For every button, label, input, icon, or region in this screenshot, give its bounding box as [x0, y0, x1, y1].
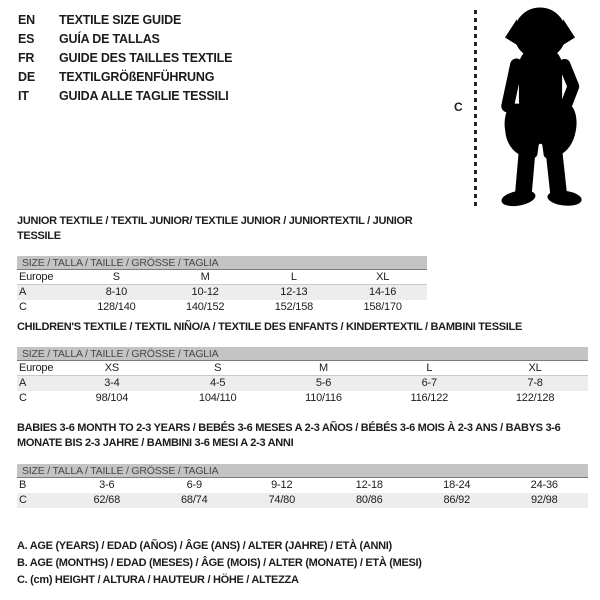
legend-line-c: C. (cm) HEIGHT / ALTURA / HAUTEUR / HÖHE / ALTEZZA [17, 574, 299, 586]
table-row [17, 300, 427, 315]
table-cell: 92/98 [530, 494, 558, 506]
table-cell: 152/158 [274, 301, 314, 313]
language-label: GUÍA DE TALLAS [59, 32, 160, 46]
table-cell: 62/68 [93, 494, 121, 506]
table-cell: 68/74 [180, 494, 208, 506]
table-cell: 9-12 [271, 479, 293, 491]
section-title: CHILDREN'S TEXTILE / TEXTIL NIÑO/A / TEXTILE DES ENFANTS / KINDERTEXTIL / BAMBINI TESSILE [17, 321, 522, 333]
row-label: C [19, 392, 27, 404]
language-row [18, 87, 232, 106]
language-code: ES [18, 32, 35, 46]
table-cell: 12-18 [355, 479, 383, 491]
table-cell: 104/110 [198, 392, 237, 404]
table-row [17, 285, 427, 300]
table-cell: S [214, 362, 222, 374]
table-cell: S [112, 271, 120, 283]
table-cell: 98/104 [95, 392, 129, 404]
size-table-junior [17, 270, 427, 315]
language-label: GUIDA ALLE TAGLIE TESSILI [59, 89, 229, 103]
language-code: DE [18, 70, 35, 84]
language-label: TEXTILGRÖßENFÜHRUNG [59, 70, 215, 84]
language-label: GUIDE DES TAILLES TEXTILE [59, 51, 233, 65]
table-row [17, 493, 588, 508]
table-cell: 122/128 [515, 392, 555, 404]
language-row [18, 30, 232, 49]
table-row [17, 270, 427, 285]
row-label: C [19, 301, 27, 313]
section-junior-textile [17, 214, 427, 315]
row-label: Europe [19, 271, 54, 283]
size-bar: SIZE / TALLA / TAILLE / GRÖSSE / TAGLIA [17, 256, 427, 270]
table-cell: 5-6 [315, 377, 332, 389]
table-row [17, 361, 588, 376]
row-label: C [19, 494, 27, 506]
table-cell: 86/92 [443, 494, 471, 506]
table-cell: 158/170 [363, 301, 402, 313]
language-list [18, 11, 232, 106]
table-cell: 110/116 [305, 392, 342, 404]
table-cell: 6-9 [186, 479, 202, 491]
language-row [18, 49, 232, 68]
table-cell: 3-6 [99, 479, 115, 491]
table-cell: 74/80 [268, 494, 296, 506]
legend-line-a: A. AGE (YEARS) / EDAD (AÑOS) / ÂGE (ANS) / ALTER (JAHRE) / ETÀ (ANNI) [17, 540, 392, 552]
table-cell: 18-24 [443, 479, 471, 491]
table-cell: XL [528, 362, 542, 374]
size-bar: SIZE / TALLA / TAILLE / GRÖSSE / TAGLIA [17, 464, 588, 478]
table-cell: 12-13 [280, 286, 308, 298]
measure-label-c: C [454, 100, 463, 114]
table-cell: XS [104, 362, 120, 374]
table-cell: 7-8 [527, 377, 543, 389]
row-label: A [19, 286, 27, 298]
table-cell: 4-5 [210, 377, 226, 389]
table-cell: 116/122 [410, 392, 449, 404]
language-code: FR [18, 51, 35, 65]
section-children-textile [17, 320, 588, 406]
size-table-children [17, 361, 588, 406]
table-row [17, 391, 588, 406]
language-code: EN [18, 13, 35, 27]
size-bar: SIZE / TALLA / TAILLE / GRÖSSE / TAGLIA [17, 347, 588, 361]
legend-line-b: B. AGE (MONTHS) / EDAD (MESES) / ÂGE (MOIS) / ALTER (MONATE) / ETÀ (MESI) [17, 557, 422, 569]
language-code: IT [18, 89, 29, 103]
language-row [18, 11, 232, 30]
language-row [18, 68, 232, 87]
table-cell: 14-16 [369, 286, 397, 298]
figure-height-measure [440, 0, 600, 218]
table-row [17, 478, 588, 493]
table-cell: L [290, 271, 297, 283]
table-cell: 80/86 [355, 494, 383, 506]
language-label: TEXTILE SIZE GUIDE [59, 13, 182, 27]
table-cell: 140/152 [185, 301, 225, 313]
baby-silhouette-icon [482, 6, 600, 210]
table-cell: 10-12 [191, 286, 219, 298]
table-cell: M [319, 362, 328, 374]
section-title: BABIES 3-6 MONTH TO 2-3 YEARS / BEBÉS 3-6 MESES A 2-3 AÑOS / BÉBÉS 3-6 MOIS À 2-3 ANS / BABYS 3-6 MONATE BIS 2-3 JAHRE / BAMBINI 3-6 MESI A 2-3 ANNI [17, 422, 561, 449]
table-cell: 3-4 [104, 377, 120, 389]
table-cell: 24-36 [530, 479, 558, 491]
table-cell: M [200, 271, 210, 283]
table-cell: L [426, 362, 433, 374]
dashed-measure-line [474, 10, 477, 208]
legend [17, 538, 422, 589]
section-title: JUNIOR TEXTILE / TEXTIL JUNIOR/ TEXTILE JUNIOR / JUNIORTEXTIL / JUNIOR TESSILE [17, 215, 413, 242]
table-cell: 8-10 [105, 286, 127, 298]
size-table-babies [17, 478, 588, 508]
table-cell: 128/140 [97, 301, 136, 313]
table-row [17, 376, 588, 391]
row-label: A [19, 377, 27, 389]
table-cell: 6-7 [421, 377, 437, 389]
table-cell: XL [376, 271, 390, 283]
row-label: B [19, 479, 27, 491]
row-label: Europe [19, 362, 54, 374]
section-babies-textile [17, 421, 588, 508]
